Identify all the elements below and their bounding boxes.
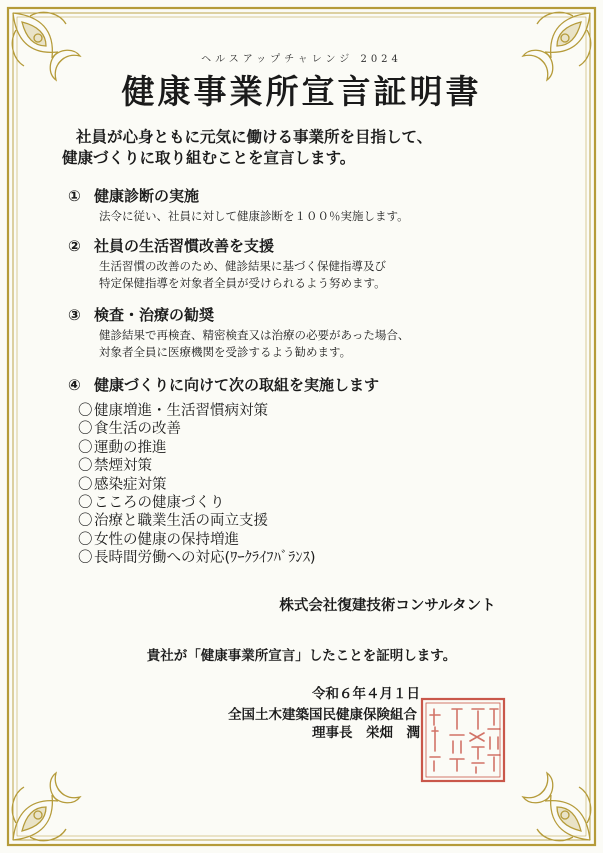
intro-line: 健康づくりに取り組むことを宣言します。 — [62, 149, 356, 167]
section-text: 特定保健指導を対象者全員が受けられるよう努めます。 — [99, 276, 386, 290]
list-item: 〇 食生活の改善 — [78, 421, 181, 438]
issuer-block — [228, 706, 420, 742]
section-health-checkup — [68, 186, 538, 225]
list-item: 〇 こころの健康づくり — [78, 495, 225, 512]
section-number: ② — [68, 237, 81, 255]
circle-bullet-icon: 〇 — [78, 421, 93, 438]
list-item: 〇 治療と職業生活の両立支援 — [78, 513, 268, 530]
intro-line: 社員が心身ともに元気に働ける事業所を目指して、 — [76, 128, 433, 146]
page-title: 健康事業所宣言証明書 — [121, 72, 482, 111]
section-title: 社員の生活習慣改善を支援 — [94, 237, 275, 255]
circle-bullet-icon: 〇 — [78, 439, 93, 456]
circle-bullet-icon: 〇 — [78, 458, 93, 475]
declaration-intro — [62, 127, 542, 169]
section-text: 生活習慣の改善のため、健診結果に基づく保健指導及び — [99, 259, 387, 273]
circle-bullet-icon: 〇 — [78, 476, 93, 493]
section-title: 健康診断の実施 — [94, 187, 200, 205]
section-exam-recommendation — [68, 305, 538, 361]
section-number: ① — [68, 187, 81, 205]
subtitle: ヘルスアップチャレンジ 2024 — [201, 54, 402, 65]
section-text: 法令に従い、社員に対して健康診断を１００％実施します。 — [99, 209, 409, 223]
section-number: ③ — [68, 306, 81, 324]
circle-bullet-icon: 〇 — [78, 495, 93, 512]
circle-bullet-icon: 〇 — [78, 550, 93, 567]
issue-date: 令和６年４月１日 — [312, 686, 420, 702]
circle-bullet-icon: 〇 — [78, 403, 93, 419]
circle-bullet-icon: 〇 — [78, 531, 93, 548]
section-lifestyle-support — [68, 236, 538, 292]
section-text: 対象者全員に医療機関を受診するよう勧めます。 — [99, 345, 352, 359]
list-item: 〇 運動の推進 — [78, 439, 167, 456]
section-number: ④ — [68, 376, 81, 394]
section-initiatives — [68, 375, 538, 395]
issuer-organization: 全国土木建築国民健康保険組合 — [228, 707, 417, 723]
company-name: 株式会社復建技術コンサルタント — [279, 598, 496, 614]
list-item: 〇 感染症対策 — [78, 476, 167, 493]
initiatives-list — [78, 402, 316, 568]
certification-statement: 貴社が「健康事業所宣言」したことを証明します。 — [146, 648, 457, 664]
list-item: 〇 健康増進・生活習慣病対策 — [78, 403, 268, 419]
section-text: 健診結果で再検査、精密検査又は治療の必要があった場合、 — [99, 328, 410, 342]
section-title: 検査・治療の勧奨 — [94, 306, 215, 324]
official-seal-stamp — [420, 697, 506, 783]
circle-bullet-icon: 〇 — [78, 513, 93, 530]
list-item: 〇 禁煙対策 — [78, 458, 152, 475]
issuer-representative: 理事長 栄畑 潤 — [312, 725, 420, 741]
section-title: 健康づくりに向けて次の取組を実施します — [94, 376, 380, 394]
list-item: 〇 女性の健康の保持増進 — [78, 531, 239, 548]
list-item: 〇 長時間労働への対応(ﾜｰｸﾗｲﾌﾊﾞﾗﾝｽ) — [78, 550, 316, 567]
